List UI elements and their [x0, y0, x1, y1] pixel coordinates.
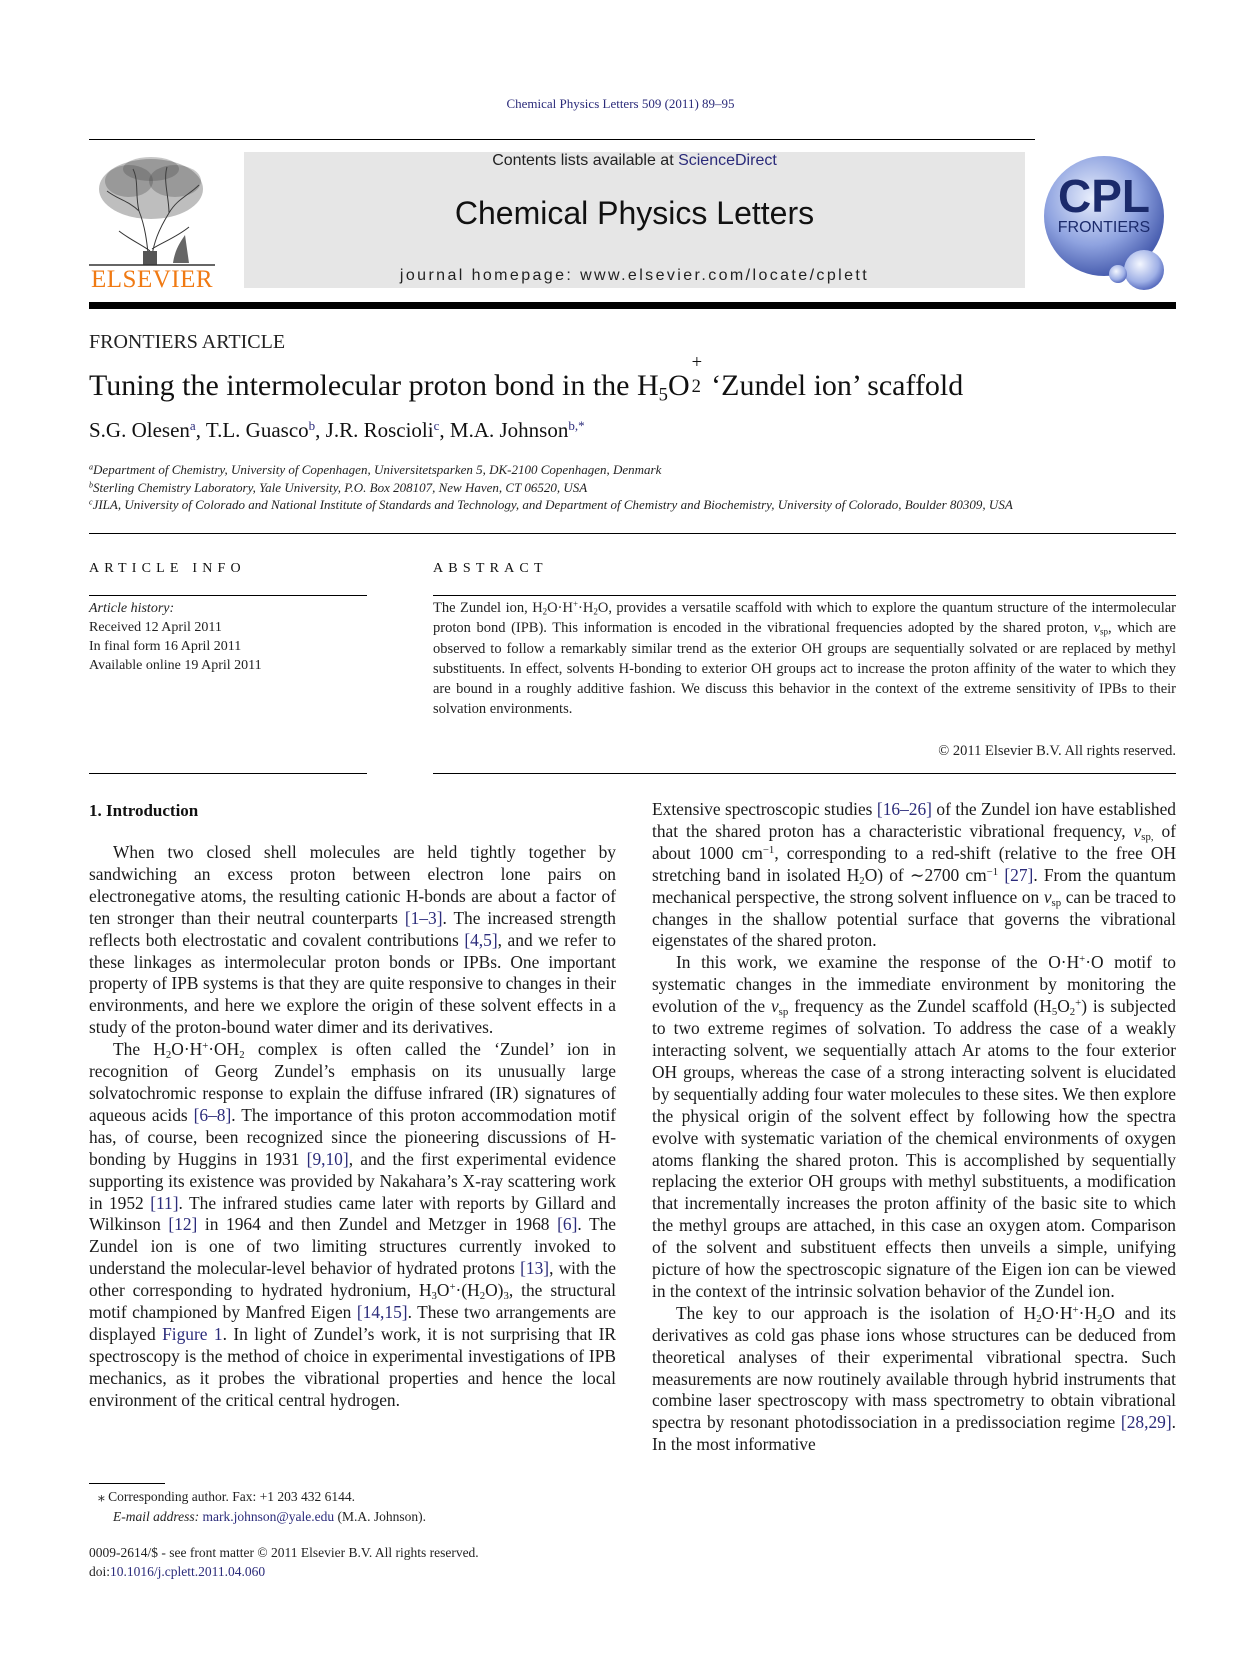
email-label: E-mail address:: [113, 1509, 203, 1524]
affiliation-marker[interactable]: a: [189, 417, 196, 433]
author-name: T.L. Guasco: [205, 418, 309, 442]
abstract-heading: ABSTRACT: [433, 561, 548, 576]
body-paragraph: When two closed shell molecules are held tightly together by sandwiching an excess proton between electron lone pairs on electronegative atoms, the resulting cationic H-bonds are about a factor of ten stronger than their neutral counterparts [1–3]. The increased strength reflects both electrostatic and covalent contributions [4,5], and we refer to these linkages as intermolecular proton bonds or IPBs. One important property of IPB systems is that they are quite responsive to changes in their environments, and here we explore the origin of these solvent effects in a study of the proton-bound water dimer and its derivatives.: [89, 842, 616, 1038]
citation-link[interactable]: [13]: [520, 1258, 550, 1279]
article-type: FRONTIERS ARTICLE: [89, 331, 286, 353]
citation-link[interactable]: [6]: [557, 1214, 578, 1235]
body-paragraph: The $H_2O\cdot H^+\cdot OH_2$ complex is often called the ‘Zundel’ ion in recognition of Georg Zundel’s emphasis on its unusually large solvatochromic response to explain the diffuse infrared (IR) signatures of aqueous acids [6–8]. The importance of this proton accommodation motif has, of course, been recognized since the pioneering discussions of H-bonding by Huggins in 1931 [9,10], and the first experimental evidence supporting its existence was provided by Nakahara’s X-ray scattering work in 1952 [11]. The infrared studies came later with reports by Gillard and Wilkinson [12] in 1964 and then Zundel and Metzger in 1968 [6]. The Zundel ion is one of two limiting structures currently invoked to understand the molecular-level behavior of hydrated protons [13], with the other corresponding to hydrated hydronium, $H_3O^+\cdot(H_2O)_3$, the structural motif championed by Manfred Eigen [14,15]. These two arrangements are displayed Figure 1. In light of Zundel’s work, it is not surprising that IR spectroscopy is the method of choice in experimental investigations of IPB mechanics, as it probes the vibrational properties and hence the local environment of the critical central hydrogen.: [89, 1039, 617, 1410]
history-received: Received 12 April 2011: [89, 620, 222, 635]
top-divider: [89, 139, 1035, 140]
affiliation-marker[interactable]: b: [308, 417, 316, 433]
email-suffix: (M.A. Johnson).: [334, 1509, 427, 1524]
affiliation-text: JILA, University of Colorado and National Institute of Standards and Technology, and Department of Chemistry and Biochemistry, University of Colorado, Boulder 80309, USA: [92, 497, 1013, 512]
title-part: Tuning the intermolecular proton bond in the H: [89, 369, 659, 402]
citation-link[interactable]: [27]: [1004, 864, 1034, 885]
abstract-copyright: © 2011 Elsevier B.V. All rights reserved.: [938, 743, 1176, 759]
affiliation-marker[interactable]: b,*: [568, 417, 585, 433]
citation-link[interactable]: [1–3]: [404, 907, 443, 928]
title-divider: [89, 533, 1176, 534]
affiliation: [89, 462, 661, 478]
header-divider: [89, 302, 1176, 309]
body-column-left: [89, 842, 616, 1412]
contents-prefix: Contents lists available at: [492, 152, 679, 169]
affiliation-text: Department of Chemistry, University of Copenhagen, Universitetsparken 5, DK-2100 Copenhagen, Denmark: [93, 462, 662, 477]
cpl-frontiers-logo: [1040, 150, 1170, 296]
title-part: ‘Zundel ion’ scaffold: [703, 369, 964, 402]
citation-link[interactable]: [12]: [168, 1214, 198, 1235]
affiliation-mark: a: [89, 462, 94, 472]
issn-line: 0009-2614/$ - see front matter © 2011 Elsevier B.V. All rights reserved.: [89, 1545, 479, 1560]
elsevier-wordmark: ELSEVIER: [91, 266, 214, 293]
doi-label: doi:: [89, 1564, 111, 1579]
author-list: S.G. Olesen$^a$, T.L. Guasco$^b$, J.R. Roscioli$^c$, M.A. Johnson$^{b,*}$: [89, 417, 585, 442]
affiliation-marker[interactable]: c: [433, 417, 440, 433]
title-sub: 5: [658, 384, 668, 406]
affiliation: [89, 480, 587, 496]
abstract-divider: [433, 595, 1176, 596]
body-paragraph: In this work, we examine the response of the O·H+·O motif to systematic changes in the immediate environment by monitoring the evolution of the $\nu_{sp}$ frequency as the Zundel scaffold $(H_5O_2^+)$ is subjected to two extreme regimes of solvation. To address the case of a weakly interacting solvent, we sequentially attach Ar atoms to the four exterior OH groups, whereas the case of a strong interacting solvent is elucidated by sequentially adding four water molecules to these sites. We then explore the physical origin of the solvent effect by following how the spectra evolve with systematic variation of the chemical environments of oxygen atoms flanking the shared proton. This is accomplished by sequentially replacing the exterior OH groups with methyl substituents, a modification that incrementally increases the proton affinity of the basic site to which the methyl groups are attached, in this case an oxygen atom. Comparison of the solvent and substituent effects then unveils a simple, unifying picture of how the spectroscopic signature of the Eigen ion can be viewed in the context of the intrinsic solvation behavior of the Zundel ion.: [652, 952, 1176, 1301]
journal-citation-line[interactable]: Chemical Physics Letters 509 (2011) 89–95: [506, 96, 735, 111]
citation-link[interactable]: [16–26]: [876, 799, 932, 819]
author-name: J.R. Roscioli: [325, 418, 434, 442]
section-heading: 1. Introduction: [89, 801, 199, 820]
body-paragraph: The key to our approach is the isolation of $H_2O\cdot H^+\cdot H_2O$ and its derivatives as cold gas phase ions whose structures can be deduced from theoretical analyses of their experimental vibrational spectra. Such measurements are now routinely available through hybrid instruments that combine laser spectroscopy with mass spectrometry to obtain vibrational spectra by resonant photodissociation in a predissociation regime [28,29]. In the most informative: [652, 1302, 1176, 1455]
article-history-label: Article history:: [89, 601, 175, 616]
journal-title: Chemical Physics Letters: [454, 195, 815, 231]
affiliation-text: Sterling Chemistry Laboratory, Yale University, P.O. Box 208107, New Haven, CT 06520, USA: [93, 480, 588, 495]
sciencedirect-link[interactable]: ScienceDirect: [678, 152, 777, 169]
article-info-divider: [89, 595, 367, 596]
body-paragraph: Extensive spectroscopic studies [16–26] of the Zundel ion have established that the shared proton has a characteristic vibrational frequency, $\nu_{sp,}$ of about 1000 $cm^{-1}$, corresponding to a red-shift (relative to the free OH stretching band in isolated $H_2O$) of ∼2700 $cm^{-1}$ [27]. From the quantum mechanical perspective, the strong solvent influence on $\nu_{sp}$ can be traced to changes in the shallow potential surface that governs the vibrational eigenstates of the shared proton.: [652, 799, 1177, 951]
article-info-heading: ARTICLE INFO: [89, 561, 246, 576]
body-column-right: [652, 799, 1176, 1456]
doi-link[interactable]: 10.1016/j.cplett.2011.04.060: [110, 1564, 266, 1579]
author-name: S.G. Olesen: [89, 418, 190, 442]
affiliation: [89, 497, 1013, 513]
contents-line: [244, 152, 1025, 170]
footnote-divider: [89, 1483, 165, 1484]
cpl-logo-text: CPL: [1058, 170, 1150, 222]
affiliation-mark: c: [89, 497, 93, 507]
abstract-text: The Zundel ion, $H_2O\cdot H^+\cdot H_2O$, provides a versatile scaffold with which to explore the quantum structure of the intermolecular proton bond (IPB). This information is encoded in the vibrational frequencies adopted by the shared proton, $\nu_{sp}$, which are observed to follow a remarkably similar trend as the exterior OH groups are sequentially solvated or are replaced by methyl substituents. In effect, solvents H-bonding to exterior OH groups act to increase the proton affinity of the water to which they are bound in a roughly additive fashion. We discuss this behavior in the context of the extreme sensitivity of IPBs to their solvation environments.: [433, 599, 1176, 718]
email-note: [113, 1509, 426, 1525]
email-link[interactable]: mark.johnson@yale.edu: [202, 1509, 335, 1524]
article-info-divider: [89, 773, 367, 774]
figure-link[interactable]: Figure 1: [162, 1323, 223, 1344]
citation-link[interactable]: [14,15]: [356, 1302, 408, 1323]
doi-line: [89, 1564, 265, 1580]
corresponding-author-note: ⁎ Corresponding author. Fax: +1 203 432 6144.: [98, 1489, 355, 1504]
abstract-divider: [433, 773, 1176, 774]
article-title: Tuning the intermolecular proton bond in the $H_5O$ + 2 ‘Zundel ion’ scaffold: [89, 352, 964, 406]
frontiers-logo-text: FRONTIERS: [1057, 219, 1151, 236]
citation-link[interactable]: [4,5]: [464, 929, 498, 950]
citation-link[interactable]: [28,29]: [1120, 1412, 1172, 1433]
citation-link[interactable]: [9,10]: [306, 1148, 349, 1169]
affiliation-mark: b: [89, 480, 94, 490]
citation-link[interactable]: [6–8]: [193, 1104, 232, 1125]
history-online: Available online 19 April 2011: [89, 658, 262, 673]
history-final-form: In final form 16 April 2011: [89, 639, 242, 654]
journal-homepage[interactable]: journal homepage: www.elsevier.com/locate/cplett: [399, 267, 870, 284]
citation-link[interactable]: [11]: [150, 1192, 179, 1213]
author-name: M.A. Johnson: [449, 418, 569, 442]
title-part: O: [667, 369, 690, 402]
